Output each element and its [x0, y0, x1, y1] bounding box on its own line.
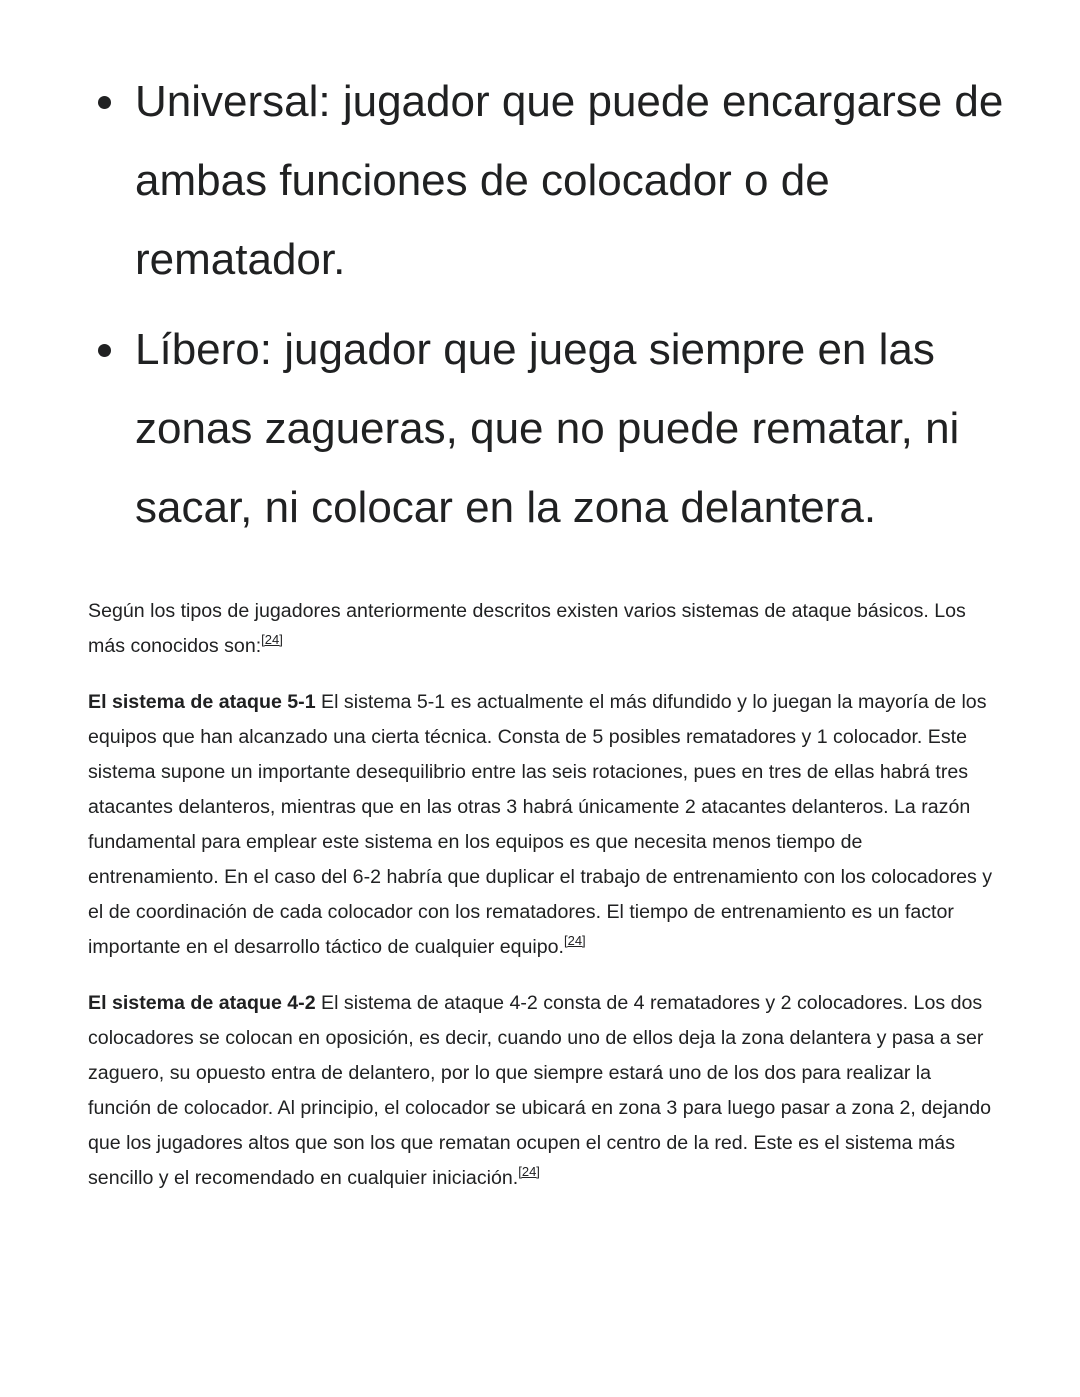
list-item-text: Líbero: jugador que juega siempre en las zonas zagueras, que no puede rematar, ni sacar, ni colocar en la zona delantera. [135, 325, 960, 532]
bullet-icon [98, 96, 111, 109]
paragraph-heading: El sistema de ataque 5-1 [88, 691, 316, 713]
paragraph-5-1 [88, 685, 998, 965]
paragraph-heading: El sistema de ataque 4-2 [88, 992, 316, 1014]
article-body [88, 594, 998, 1217]
player-types-list [88, 62, 1018, 558]
paragraph-4-2 [88, 986, 998, 1196]
paragraph-text: El sistema de ataque 4-2 consta de 4 rematadores y 2 colocadores. Los dos colocadores se colocan en oposición, es decir, cuando uno de ellos deja la zona delantera y pasa a ser zaguero, su opuesto entra de delantero, por lo que siempre estará uno de los dos para realizar la función de colocador. Al principio, el colocador se ubicará en zona 3 para luego pasar a zona 2, dejando que los jugadores altos que son los que rematan ocupen el centro de la red. Este es el sistema más sencillo y el recomendado en cualquier iniciación. [88, 992, 992, 1189]
list-item-universal [88, 62, 1018, 299]
citation-link[interactable]: [24] [261, 632, 283, 647]
list-item-libero [88, 310, 1018, 547]
citation-link[interactable]: [24] [563, 933, 586, 948]
citation-link[interactable]: [24] [518, 1164, 540, 1179]
paragraph-text: El sistema 5-1 es actualmente el más difundido y lo juegan la mayoría de los equipos que han alcanzado una cierta técnica. Consta de 5 posibles rematadores y 1 colocador. Este sistema supone un importante desequilibrio entre las seis rotaciones, pues en tres de ellas habrá tres atacantes delanteros, mientras que en las otras 3 habrá únicamente 2 atacantes delanteros. La razón fundamental para emplear este sistema en los equipos es que necesita menos tiempo de entrenamiento. En el caso del 6-2 habría que duplicar el trabajo de entrenamiento con los colocadores y el de coordinación de cada colocador con los rematadores. El tiempo de entrenamiento es un factor importante en el desarrollo táctico de cualquier equipo. [88, 691, 993, 958]
list-item-text: Universal: jugador que puede encargarse de ambas funciones de colocador o de rematador. [135, 77, 1004, 284]
paragraph-text: Según los tipos de jugadores anteriormente descritos existen varios sistemas de ataque básicos. Los más conocidos son: [88, 600, 966, 657]
intro-paragraph [88, 594, 998, 664]
bullet-icon [98, 344, 111, 357]
